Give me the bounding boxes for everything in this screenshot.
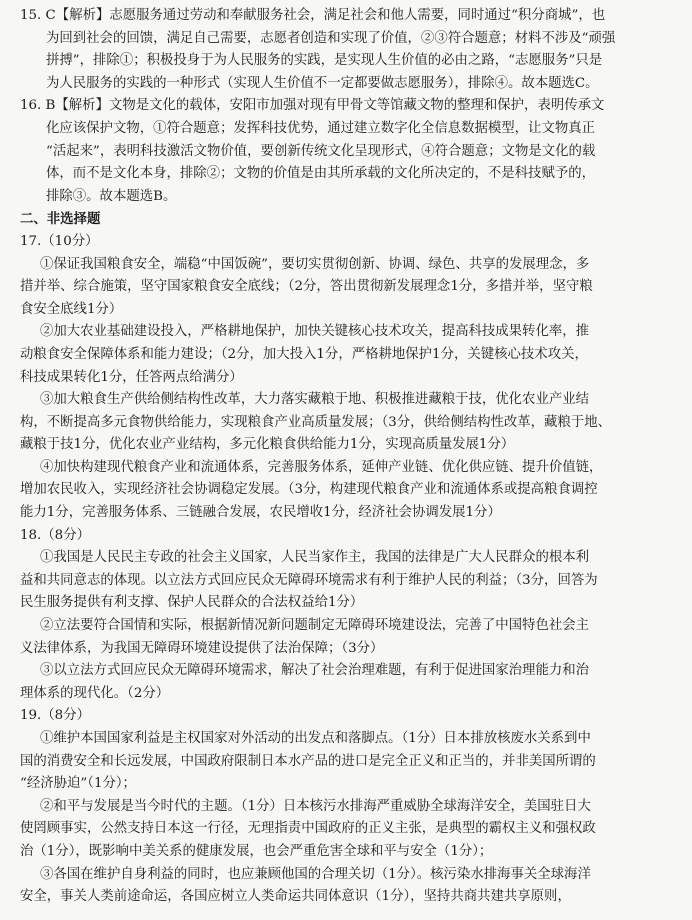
text-line: 藏粮于技1分，优化农业产业结构，多元化粮食供给能力1分，实现高质量发展1分） xyxy=(20,437,515,453)
text-line: 科技成果转化1分，任答两点给满分） xyxy=(20,369,243,385)
text-line: 安全，事关人类前途命运，各国应树立人类命运共同体意识（1分），坚持共商共建共享原则， xyxy=(20,889,571,905)
text-line: ①我国是人民民主专政的社会主义国家，人民当家作主，我国的法律是广大人民群众的根本利 xyxy=(40,550,590,566)
section-heading: 二、非选择题 xyxy=(20,211,101,228)
text-line: ③加大粮食生产供给侧结构性改革，大力落实藏粮于地、积极推进藏粮于技，优化农业产业结 xyxy=(40,392,590,408)
text-line: 使罔顾事实，公然支持日本这一行径，无理指责中国政府的正义主张，是典型的霸权主义和强权政 xyxy=(20,821,596,837)
text-line: 构，不断提高多元食物供给能力，实现粮食产业高质量发展；（3分，供给侧结构性改革，藏粮于地、 xyxy=(20,414,612,430)
text-line: “活起来”，表明科技激活文物价值，要创新传统文化呈现形式，④符合题意；文物是文化的载 xyxy=(46,143,596,159)
text-line: ③以立法方式回应民众无障碍环境需求，解决了社会治理难题，有利于促进国家治理能力和治 xyxy=(40,663,590,679)
text-line: 15. C【解析】志愿服务通过劳动和奉献服务社会，满足社会和他人需要，同时通过“积分商城”，也 xyxy=(20,8,606,23)
text-line: 民生服务提供有利支撑、保护人民群众的合法权益给1分） xyxy=(20,595,364,611)
text-line: 理体系的现代化。（2分） xyxy=(20,685,170,701)
text-line: 食安全底线1分） xyxy=(20,301,123,317)
text-line: ②和平与发展是当今时代的主题。（1分）日本核污水排海严重威胁全球海洋安全，美国驻日大 xyxy=(40,798,591,814)
text-line: ①保证我国粮食安全，端稳“中国饭碗”，要切实贯彻创新、协调、绿色、共享的发展理念，多 xyxy=(40,256,590,272)
text-line: 措并举、综合施策，坚守国家粮食安全底线；（2分，答出贯彻新发展理念1分，多措并举，坚守粮 xyxy=(20,279,593,295)
text-line: 治（1分），既影响中美关系的健康发展，也会严重危害全球和平与安全（1分）； xyxy=(20,843,493,859)
text-line: 拼搏”，排除①；积极投身于为人民服务的实践，是实现人生价值的必由之路，“志愿服务”只是 xyxy=(46,53,603,69)
text-line: 义法律体系，为我国无障碍环境建设提供了法治保障；（3分） xyxy=(20,640,384,656)
text-line: “经济胁迫”（1分）； xyxy=(20,776,136,792)
text-line: ①维护本国国家利益是主权国家对外活动的出发点和落脚点。（1分）日本排放核废水关系到中 xyxy=(40,731,591,746)
text-line: 益和共同意志的体现。以立法方式回应民众无障碍环境需求有利于维护人民的利益；（3分，回答为 xyxy=(20,572,598,588)
text-line: 能力1分，完善服务体系、三链融合发展，农民增收1分，经济社会协调发展1分） xyxy=(20,505,501,521)
text-line: ②加大农业基础建设投入，严格耕地保护，加快关键核心技术攻关，提高科技成果转化率，推 xyxy=(40,324,590,340)
text-line: 17.（10分） xyxy=(20,233,99,249)
text-line: 16. B【解析】文物是文化的载体，安阳市加强对现有甲骨文等馆藏文物的整理和保护，表明传承文 xyxy=(20,98,605,114)
text-line: 19.（8分） xyxy=(20,708,90,724)
text-line: 18.（8分） xyxy=(20,527,90,543)
text-line: 为回到社会的回馈，满足自己需要，志愿者创造和实现了价值，②③符合题意；材料不涉及“顽强 xyxy=(46,30,616,46)
text-line: ②立法要符合国情和实际，根据新情况新问题制定无障碍环境建设法，完善了中国特色社会主 xyxy=(40,618,590,634)
text-line: 为人民服务的实践的一种形式（实现人生价值不一定都要做志愿服务），排除④。故本题选C。 xyxy=(46,75,599,91)
text-line: 国的消费安全和长远发展，中国政府限制日本水产品的进口是完全正义和正当的，并非美国所谓的 xyxy=(20,753,596,769)
text-line: 化应该保护文物，①符合题意；发挥科技优势，通过建立数字化全信息数据模型，让文物真正 xyxy=(46,120,596,136)
text-line: 排除③。故本题选B。 xyxy=(46,188,177,204)
text-line: 动粮食安全保障体系和能力建设；（2分，加大投入1分，严格耕地保护1分，关键核心技术攻关， xyxy=(20,346,588,362)
text-line: ③各国在维护自身利益的同时，也应兼顾他国的合理关切（1分）。核污染水排海事关全球海洋 xyxy=(40,866,591,882)
text-line: 增加农民收入，实现经济社会协调稳定发展。（3分，构建现代粮食产业和流通体系或提高粮食调控 xyxy=(20,482,598,498)
text-line: ④加快构建现代粮食产业和流通体系，完善服务体系，延伸产业链、优化供应链、提升价值链， xyxy=(40,459,603,475)
text-line: 体，而不是文化本身，排除②；文物的价值是由其所承载的文化所决定的，不是科技赋予的， xyxy=(46,166,596,182)
